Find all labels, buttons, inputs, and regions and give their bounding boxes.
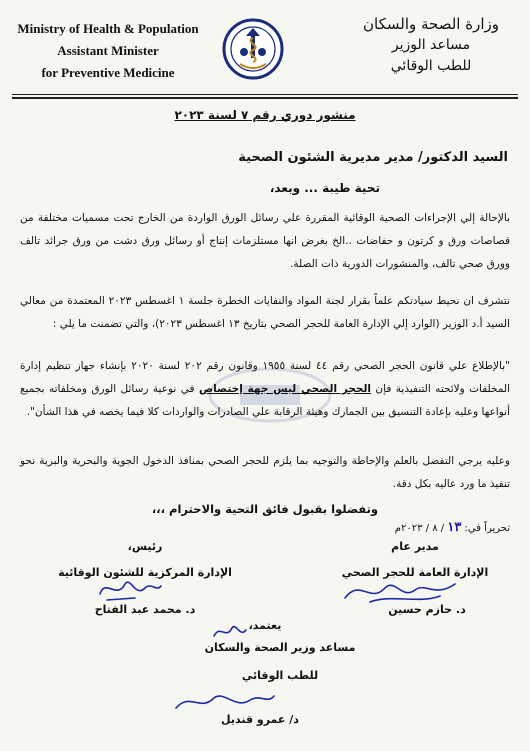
- header-en-line-3: for Preventive Medicine: [41, 65, 175, 80]
- date-rest: / ٨ / ٢٠٢٣م: [394, 523, 445, 534]
- sig-left-name: د. محمد عبد الفتاح: [94, 603, 196, 616]
- header-arabic: [346, 14, 516, 77]
- header-ar-line-3: للطب الوقائي: [390, 58, 472, 74]
- quote-part-1: "بالإطلاع علي قانون الحجر الصحي رقم ٤٤ لسنة ١٩٥٥ وقانون رقم ٢٠٢ لسنة ٢٠٢٠ بإنشاء جهاز تنظيم إدارة المخلفات ولائحته التنفيذية فإن: [20, 360, 510, 395]
- approval-name: د/ عمرو قنديل: [221, 713, 299, 726]
- ministry-logo-icon: [222, 18, 284, 80]
- signature-left-icon: [95, 574, 165, 604]
- sig-left-title: رئيس،: [127, 540, 163, 553]
- header-english: [8, 18, 208, 84]
- paragraph-reference: بالإحالة إلي الإجراءات الصحية الوقائية المقررة علي رسائل الورق الواردة من الخارج تحت مسميات مختلفة من قصاصات ورق و كرتون و حفاضات ..الخ بغرض انها مستلزمات إنتاج أو رسائل ورق دشت من ورق جرائد تالف وورق صحي تالف، والمنشورات الدورية ذات الصلة.: [20, 212, 510, 270]
- header-divider: [12, 94, 518, 95]
- quote-highlight: الحجر الصحي ليس جهة إختصاص: [198, 383, 371, 395]
- signature-approval-icon: [170, 686, 280, 716]
- circular-title: منشور دوري رقم ٧ لسنة ٢٠٢٣: [174, 108, 356, 122]
- addressee: السيد الدكتور/ مدير مديرية الشئون الصحية: [238, 150, 508, 165]
- paragraph-quote: [20, 355, 510, 424]
- date-line: [395, 520, 510, 535]
- header-ar-line-2: مساعد الوزير: [391, 37, 471, 53]
- sig-left-dept: الإدارة المركزية للشئون الوقائية: [58, 566, 232, 579]
- date-label: تحريراً في:: [464, 523, 510, 534]
- header-divider-bold: [12, 97, 518, 99]
- closing-line: وتفضلوا بقبول فائق التحية والاحترام ،،،: [151, 502, 379, 516]
- date-day-handwritten: ١٣: [447, 520, 462, 535]
- approval-subtitle: للطب الوقائي: [241, 669, 319, 682]
- sig-right-name: د. حازم حسين: [388, 603, 466, 616]
- header-en-line-2: Assistant Minister: [57, 43, 159, 58]
- header-en-line-1: Ministry of Health & Population: [17, 21, 199, 36]
- sig-right-dept: الإدارة العامة للحجر الصحي: [341, 566, 489, 579]
- paragraph-instruction: وعليه يرجي التفضل بالعلم والإحاطة والتوجيه بما يلزم للحجر الصحي بمنافذ الدخول الجوية والبحرية والبرية نحو تنفيذ ما ورد عاليه بكل دقة.: [20, 455, 510, 490]
- sig-right-title: مدير عام: [391, 540, 439, 553]
- approval-label: يعتمد،: [248, 619, 282, 632]
- greeting: تحية طيبة ... وبعد،: [269, 181, 380, 195]
- header-ar-line-1: وزارة الصحة والسكان: [363, 15, 499, 33]
- quote-part-2: في نوعية رسائل الورق ومخلفاته بجميع أنواعها وعليه بإعادة التنسيق بين الجمارك وهيئة الرقابة علي الصادرات والواردات كلا فيما يخصه في هذا الشأن".: [20, 383, 510, 418]
- paragraph-decision: نتشرف ان نحيط سيادتكم علماً بقرار لجنة المواد والنفايات الخطرة جلسة ١ اغسطس ٢٠٢٣ المعتمدة من معالي السيد أ.د الوزير (الوارد إلي الإدارة العامة للحجر الصحي بتاريخ ١٣ اغسطس ٢٠٢٣)، والتي تضمنت ما يلي :: [20, 295, 510, 330]
- approval-title: مساعد وزير الصحة والسكان: [204, 641, 356, 654]
